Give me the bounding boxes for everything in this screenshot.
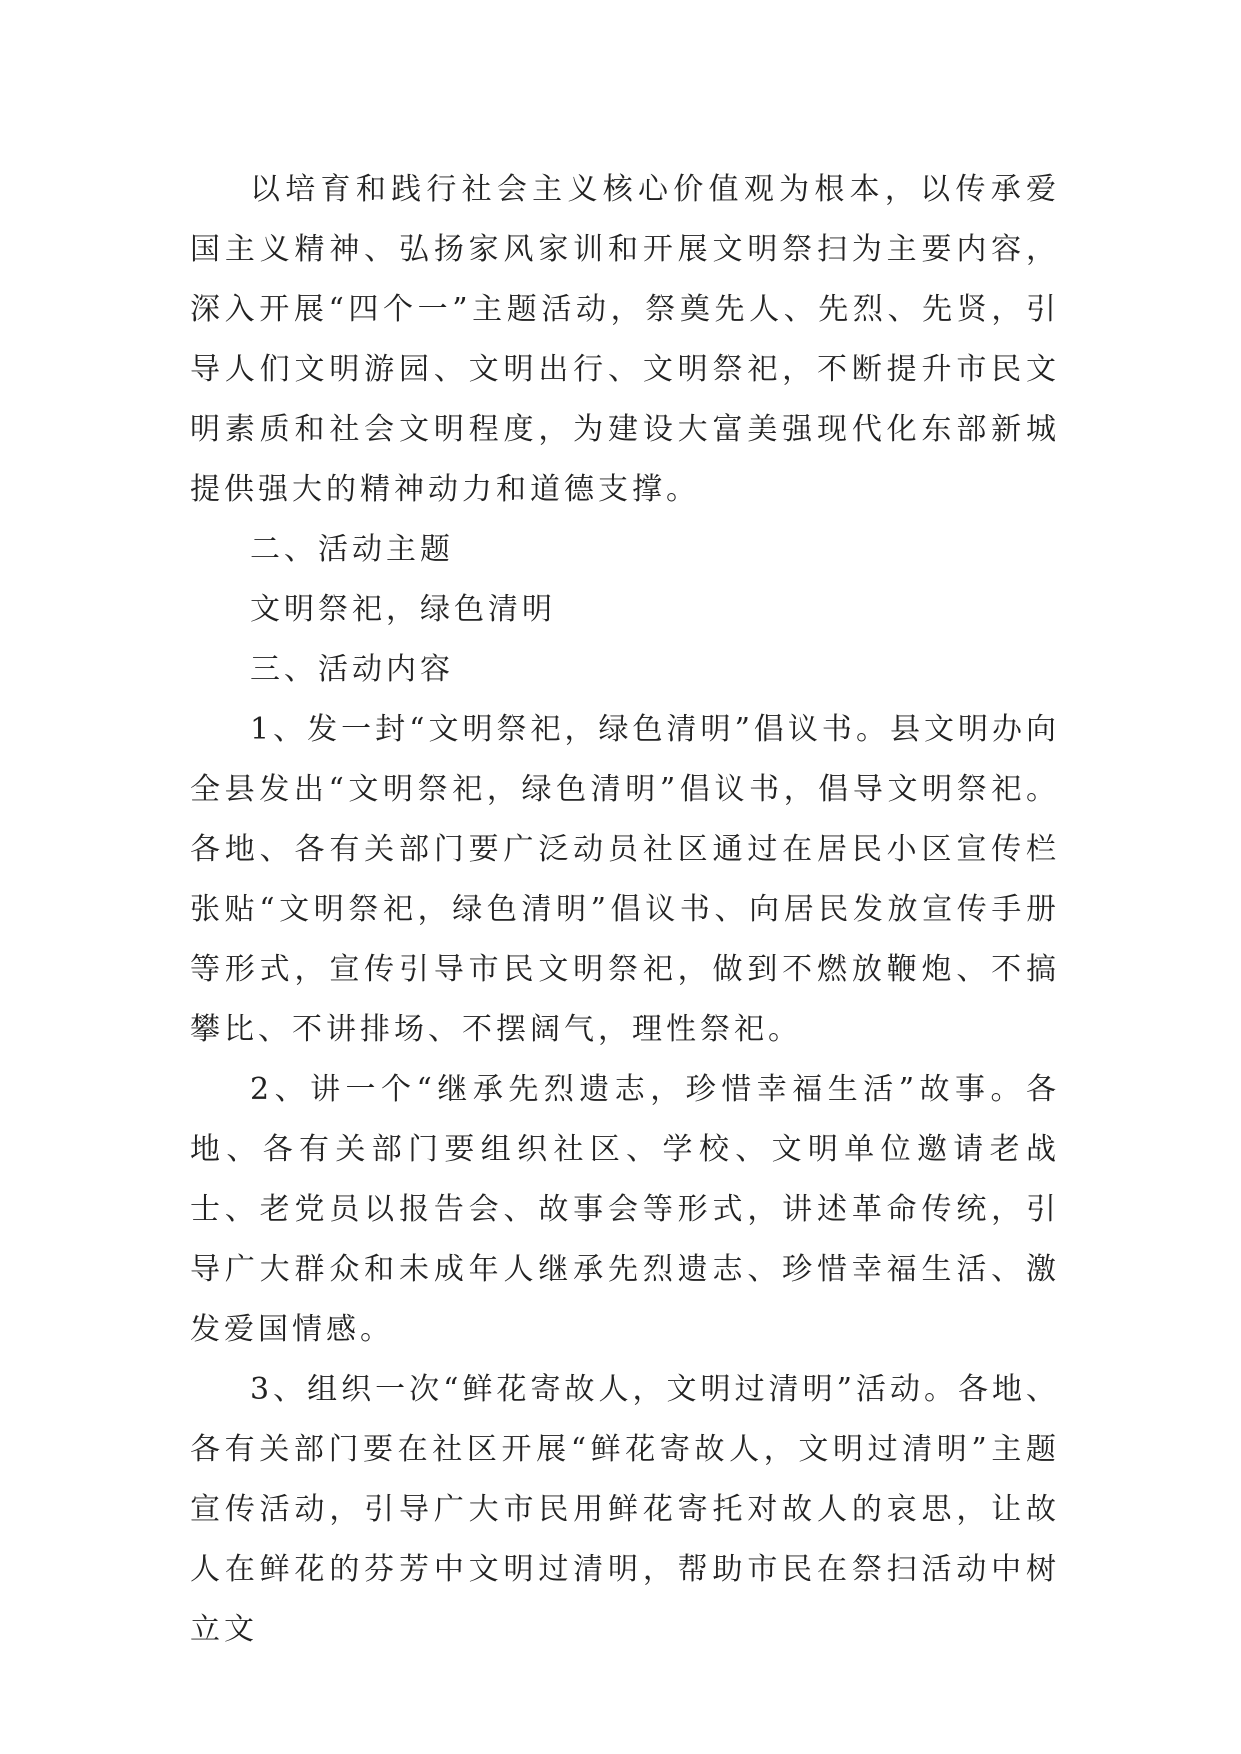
heading-activity-theme: 二、活动主题 [250, 532, 454, 567]
document-body [190, 160, 1060, 1660]
paragraph-item-3: 3、组织一次“鲜花寄故人，文明过清明”活动。各地、各有关部门要在社区开展“鲜花寄故人，文明过清明”主题宣传活动，引导广大市民用鲜花寄托对故人的哀思，让故人在鲜花的芬芳中文明过清明，帮助市民在祭扫活动中树立文 [190, 1372, 1060, 1647]
paragraph-core-values: 以培育和践行社会主义核心价值观为根本，以传承爱国主义精神、弘扬家风家训和开展文明祭扫为主要内容，深入开展“四个一”主题活动，祭奠先人、先烈、先贤，引导人们文明游园、文明出行、文明祭祀，不断提升市民文明素质和社会文明程度，为建设大富美强现代化东部新城提供强大的精神动力和道德支撑。 [190, 172, 1060, 507]
paragraph-item-2: 2、讲一个“继承先烈遗志，珍惜幸福生活”故事。各地、各有关部门要组织社区、学校、文明单位邀请老战士、老党员以报告会、故事会等形式，讲述革命传统，引导广大群众和未成年人继承先烈遗志、珍惜幸福生活、激发爱国情感。 [190, 1072, 1060, 1347]
activity-theme-text: 文明祭祀，绿色清明 [250, 592, 556, 627]
heading-activity-content: 三、活动内容 [250, 652, 454, 687]
paragraph-item-1: 1、发一封“文明祭祀，绿色清明”倡议书。县文明办向全县发出“文明祭祀，绿色清明”倡议书，倡导文明祭祀。各地、各有关部门要广泛动员社区通过在居民小区宣传栏张贴“文明祭祀，绿色清明”倡议书、向居民发放宣传手册等形式，宣传引导市民文明祭祀，做到不燃放鞭炮、不搞攀比、不讲排场、不摆阔气，理性祭祀。 [190, 712, 1060, 1047]
